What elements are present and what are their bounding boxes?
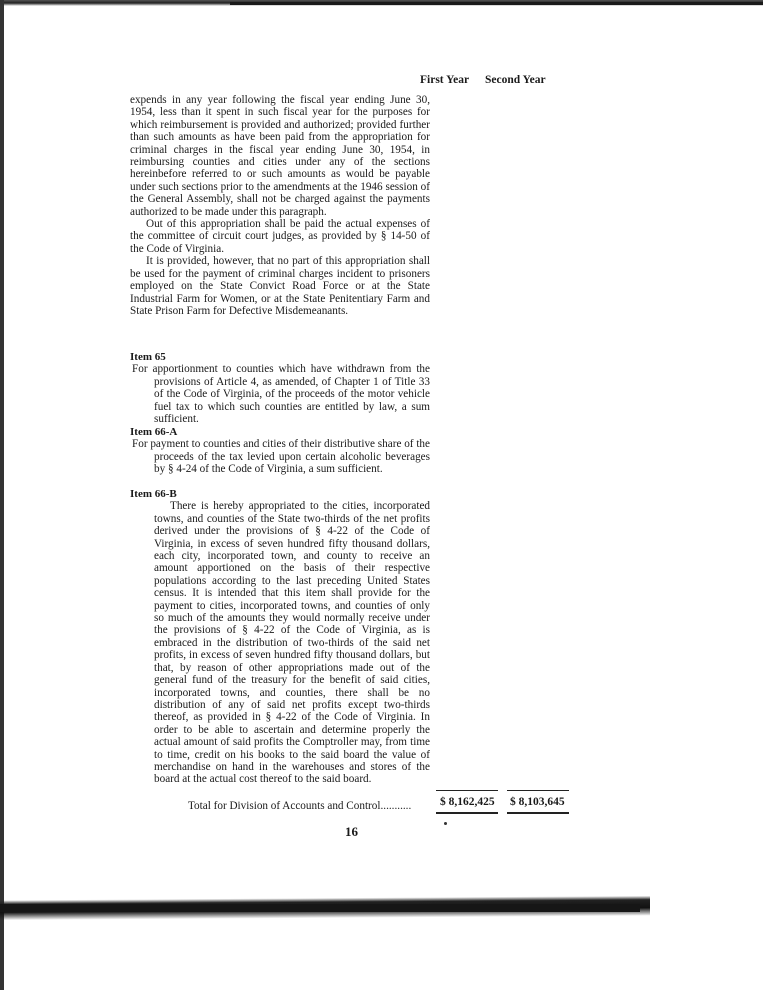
page-number: 16 bbox=[345, 824, 358, 839]
item-65-block bbox=[130, 351, 430, 425]
scan-top-rule bbox=[230, 2, 763, 5]
column-header-second-year: Second Year bbox=[485, 74, 546, 86]
scan-speck bbox=[444, 822, 447, 825]
column-rule-second-bottom bbox=[507, 812, 569, 814]
scan-left-edge bbox=[0, 0, 4, 990]
item-66b-text: There is hereby appropriated to the cities, incorporated towns, and counties of the State two-thirds of the net profits derived under the provisions of § 4-22 of the Code of Virginia, in excess of seven hundred fifty thousand dollars, each city, incorporated town, and county to receive an amount apportioned on the basis of their respective populations according to the last preceding United States census. It is intended that this item shall provide for the payment to cities, incorporated towns, and counties of only so much of the amounts they would normally receive under the provisions of § 4-22 of the Code of Virginia, as is embraced in the distribution of two-thirds of the said net profits, in excess of seven hundred fifty thousand dollars, but that, by reason of other appropriations made out of the general fund of the treasury for the benefit of said cities, incorporated towns, and counties, there shall be no distribution of any of said net profits except two-thirds thereof, as provided in § 4-22 of the Code of Virginia. In order to be able to ascertain and determine properly the actual amount of said profits the Comptroller may, from time to time, credit on his books to the said board the value of merchandise on hand in the warehouses and stores of the board at the actual cost thereof to the said board. bbox=[154, 500, 430, 786]
item-65-label: Item 65 bbox=[130, 351, 166, 363]
paragraph-continuation: expends in any year following the fiscal year ending June 30, 1954, less than it spent in such fiscal year for the purposes for which reimbursement is provided and authorized; provided further than such amounts as have been paid from the appropriation for criminal charges in the fiscal year ending June 30, 1954, in reimbursing counties and cities under any of the sections hereinbefore referred to or such amounts as would be payable under such sections prior to the amendments at the 1946 session of the General Assembly, shall not be charged against the payments authorized to be made under this paragraph. bbox=[130, 94, 430, 218]
scan-bottom-rule bbox=[0, 904, 640, 912]
item-65-text: For apportionment to counties which have withdrawn from the provisions of Article 4, as amended, of Chapter 1 of Title 33 of the Code of Virginia, of the proceeds of the motor vehicle fuel tax to which such counties are entitled by law, a sum sufficient. bbox=[132, 363, 430, 426]
total-label: Total for Division of Accounts and Control........... bbox=[188, 800, 412, 812]
column-rule-first-bottom bbox=[436, 812, 498, 814]
total-second-year: $ 8,103,645 bbox=[510, 796, 565, 808]
item-66a-label: Item 66-A bbox=[130, 426, 178, 438]
item-66b-block bbox=[130, 488, 430, 786]
continued-paragraph-block bbox=[130, 94, 430, 317]
column-rule-second-top bbox=[507, 790, 569, 791]
column-rule-first-top bbox=[436, 790, 498, 791]
item-66a-text: For payment to counties and cities of their distributive share of the proceeds of the tax levied upon certain alcoholic beverages by § 4-24 of the Code of Virginia, a sum sufficient. bbox=[132, 438, 430, 476]
total-first-year: $ 8,162,425 bbox=[440, 796, 495, 808]
item-66b-label: Item 66-B bbox=[130, 488, 177, 500]
column-header-first-year: First Year bbox=[420, 74, 470, 86]
paragraph-proviso-prisoners: It is provided, however, that no part of this appropriation shall be used for the payment of criminal charges incident to prisoners employed on the State Convict Road Force or at the State Industrial Farm for Women, or at the State Penitentiary Farm and State Prison Farm for Defective Misdemeanants. bbox=[130, 255, 430, 317]
paragraph-committee-expenses: Out of this appropriation shall be paid the actual expenses of the committee of circuit court judges, as provided by § 14-50 of the Code of Virginia. bbox=[130, 218, 430, 255]
item-66a-block bbox=[130, 426, 430, 476]
